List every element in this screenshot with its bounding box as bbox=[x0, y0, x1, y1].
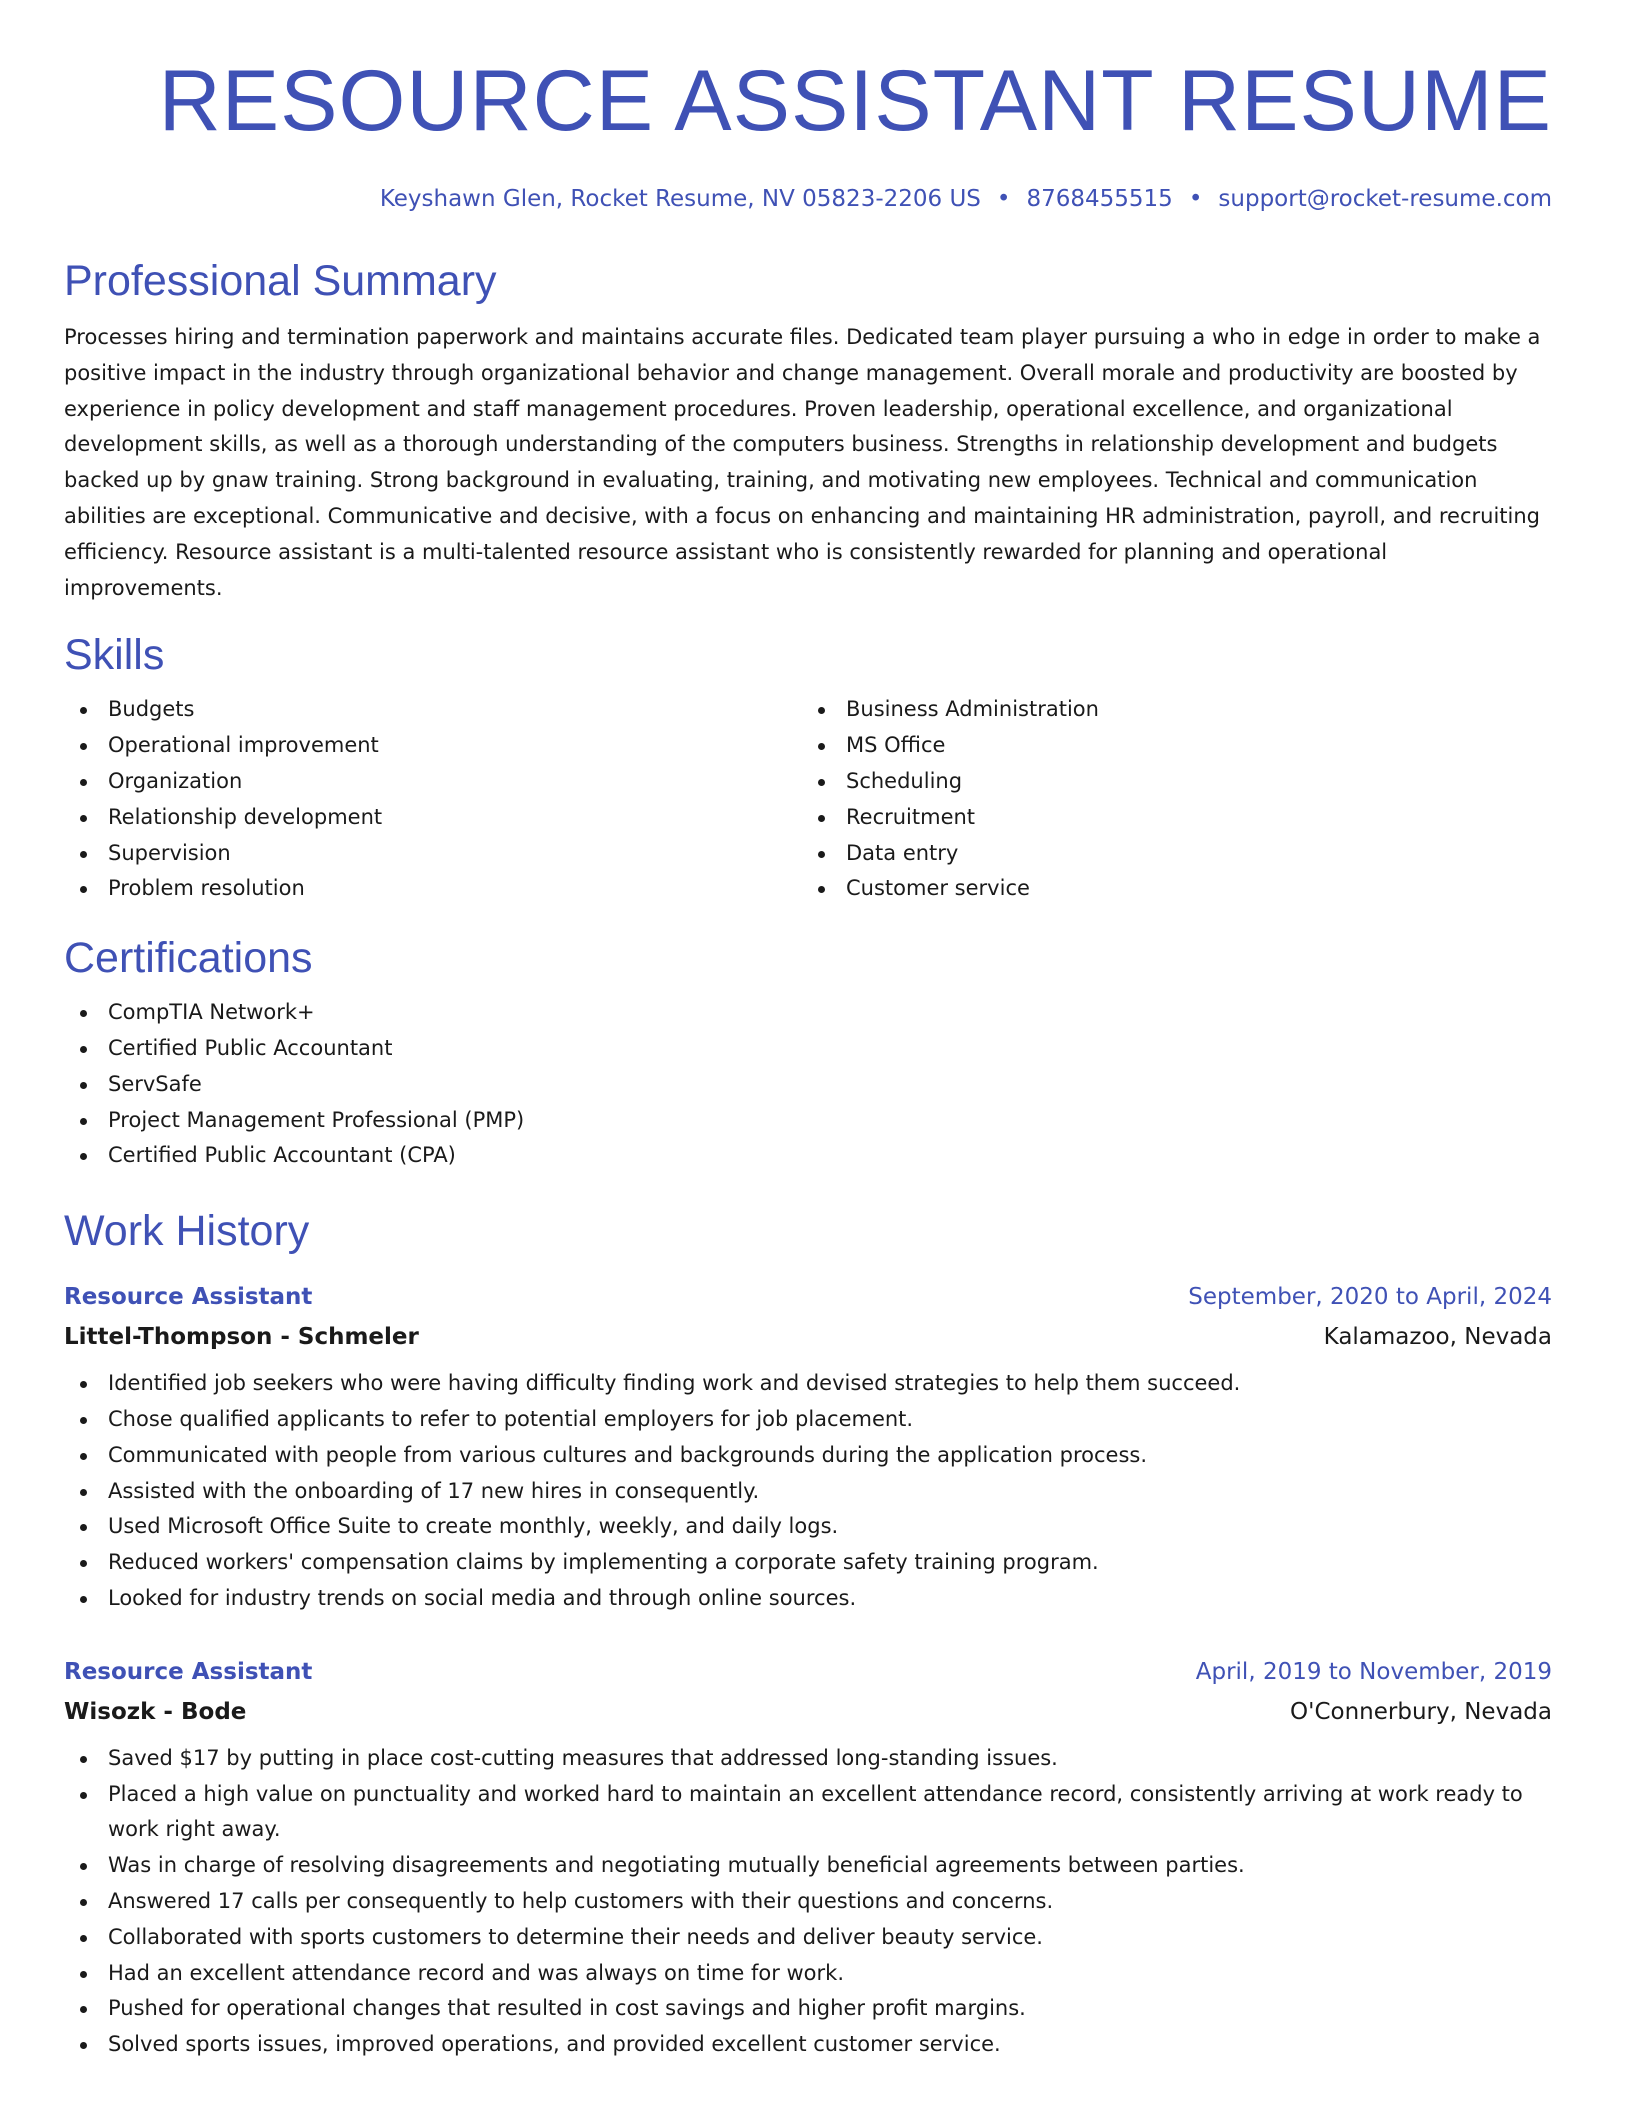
skill-item: Organization bbox=[64, 764, 802, 800]
section-heading-work-history: Work History bbox=[64, 1207, 310, 1256]
work-history-section bbox=[64, 1206, 1552, 2063]
skill-item: Business Administration bbox=[802, 692, 1540, 728]
job-bullet: Identified job seekers who were having difficulty finding work and devised strategies to help them succeed. bbox=[64, 1366, 1552, 1402]
job-bullet: Saved $17 by putting in place cost-cutting measures that addressed long-standing issues. bbox=[64, 1741, 1552, 1777]
skills-list-left bbox=[64, 692, 802, 907]
contact-email: support@rocket-resume.com bbox=[1218, 186, 1552, 212]
job-bullet: Reduced workers' compensation claims by implementing a corporate safety training program. bbox=[64, 1545, 1552, 1581]
job-employer: Wisozk - Bode bbox=[64, 1698, 247, 1725]
skill-item: MS Office bbox=[802, 728, 1540, 764]
job-bullet: Placed a high value on punctuality and worked hard to maintain an excellent attendance record, consistently arriving at work ready to work right away. bbox=[64, 1777, 1552, 1849]
skill-item: Relationship development bbox=[64, 800, 802, 836]
job-bullet: Answered 17 calls per consequently to help customers with their questions and concerns. bbox=[64, 1884, 1552, 1920]
job-dates: April, 2019 to November, 2019 bbox=[1195, 1658, 1552, 1685]
certification-item: Certified Public Accountant bbox=[64, 1031, 1552, 1067]
job-bullet: Looked for industry trends on social media and through online sources. bbox=[64, 1581, 1552, 1617]
skill-item: Supervision bbox=[64, 836, 802, 872]
professional-summary-section bbox=[64, 256, 1552, 606]
job-bullet: Had an excellent attendance record and was always on time for work. bbox=[64, 1956, 1552, 1992]
job-bullet: Assisted with the onboarding of 17 new hires in consequently. bbox=[64, 1474, 1552, 1510]
certification-item: ServSafe bbox=[64, 1067, 1552, 1103]
contact-phone: 8768455515 bbox=[1026, 186, 1173, 212]
job-bullet-list bbox=[64, 1741, 1552, 2063]
section-heading-summary: Professional Summary bbox=[64, 257, 497, 305]
skill-item: Scheduling bbox=[802, 764, 1540, 800]
section-heading-skills: Skills bbox=[64, 631, 165, 680]
job-title: Resource Assistant bbox=[64, 1658, 313, 1685]
job-entry bbox=[64, 1282, 1552, 1617]
summary-paragraph: Processes hiring and termination paperwork and maintains accurate files. Dedicated team player pursuing a who in edge in order to make a positive impact in the industry through organizational behavior and change management. Overall morale and productivity are boosted by experience in policy development and staff management procedures. Proven leadership, operational excellence, and organizational development skills, as well as a thorough understanding of the computers business. Strengths in relationship development and budgets backed up by gnaw training. Strong background in evaluating, training, and motivating new employees. Technical and communication abilities are exceptional. Communicative and decisive, with a focus on enhancing and maintaining HR administration, payroll, and recruiting efficiency. Resource assistant is a multi-talented resource assistant who is consistently rewarded for planning and operational improvements. bbox=[64, 325, 1541, 600]
contact-line bbox=[64, 184, 1552, 214]
contact-separator: • bbox=[1188, 186, 1203, 212]
job-employer: Littel-Thompson - Schmeler bbox=[64, 1324, 419, 1351]
job-location: O'Connerbury, Nevada bbox=[1290, 1698, 1552, 1725]
skill-item: Operational improvement bbox=[64, 728, 802, 764]
job-bullet: Chose qualified applicants to refer to potential employers for job placement. bbox=[64, 1402, 1552, 1438]
job-bullet: Pushed for operational changes that resulted in cost savings and higher profit margins. bbox=[64, 1991, 1552, 2027]
job-entry bbox=[64, 1657, 1552, 2063]
job-bullet: Used Microsoft Office Suite to create monthly, weekly, and daily logs. bbox=[64, 1509, 1552, 1545]
job-company-row bbox=[64, 1322, 1552, 1352]
contact-address: Keyshawn Glen, Rocket Resume, NV 05823-2206 US bbox=[379, 186, 981, 212]
resume-title: RESOURCE ASSISTANT RESUME bbox=[158, 53, 1552, 149]
certifications-section bbox=[64, 933, 1552, 1174]
skills-grid bbox=[64, 692, 1552, 907]
job-title-row bbox=[64, 1657, 1552, 1687]
job-title-row bbox=[64, 1282, 1552, 1312]
certifications-list bbox=[64, 995, 1552, 1174]
job-bullet: Communicated with people from various cultures and backgrounds during the application process. bbox=[64, 1438, 1552, 1474]
skill-item: Budgets bbox=[64, 692, 802, 728]
job-company-row bbox=[64, 1697, 1552, 1727]
skill-item: Data entry bbox=[802, 836, 1540, 872]
skill-item: Recruitment bbox=[802, 800, 1540, 836]
skills-section bbox=[64, 630, 1552, 907]
job-bullet: Solved sports issues, improved operations, and provided excellent customer service. bbox=[64, 2027, 1552, 2063]
certification-item: Project Management Professional (PMP) bbox=[64, 1103, 1552, 1139]
skill-item: Customer service bbox=[802, 871, 1540, 907]
skills-list-right bbox=[802, 692, 1540, 907]
job-title: Resource Assistant bbox=[64, 1284, 313, 1311]
job-location: Kalamazoo, Nevada bbox=[1323, 1324, 1552, 1351]
contact-separator: • bbox=[996, 186, 1011, 212]
job-bullet: Collaborated with sports customers to determine their needs and deliver beauty service. bbox=[64, 1920, 1552, 1956]
job-bullet: Was in charge of resolving disagreements and negotiating mutually beneficial agreements between parties. bbox=[64, 1848, 1552, 1884]
skill-item: Problem resolution bbox=[64, 871, 802, 907]
certification-item: CompTIA Network+ bbox=[64, 995, 1552, 1031]
certification-item: Certified Public Accountant (CPA) bbox=[64, 1138, 1552, 1174]
job-bullet-list bbox=[64, 1366, 1552, 1617]
section-heading-certifications: Certifications bbox=[64, 934, 313, 983]
job-dates: September, 2020 to April, 2024 bbox=[1188, 1284, 1552, 1311]
